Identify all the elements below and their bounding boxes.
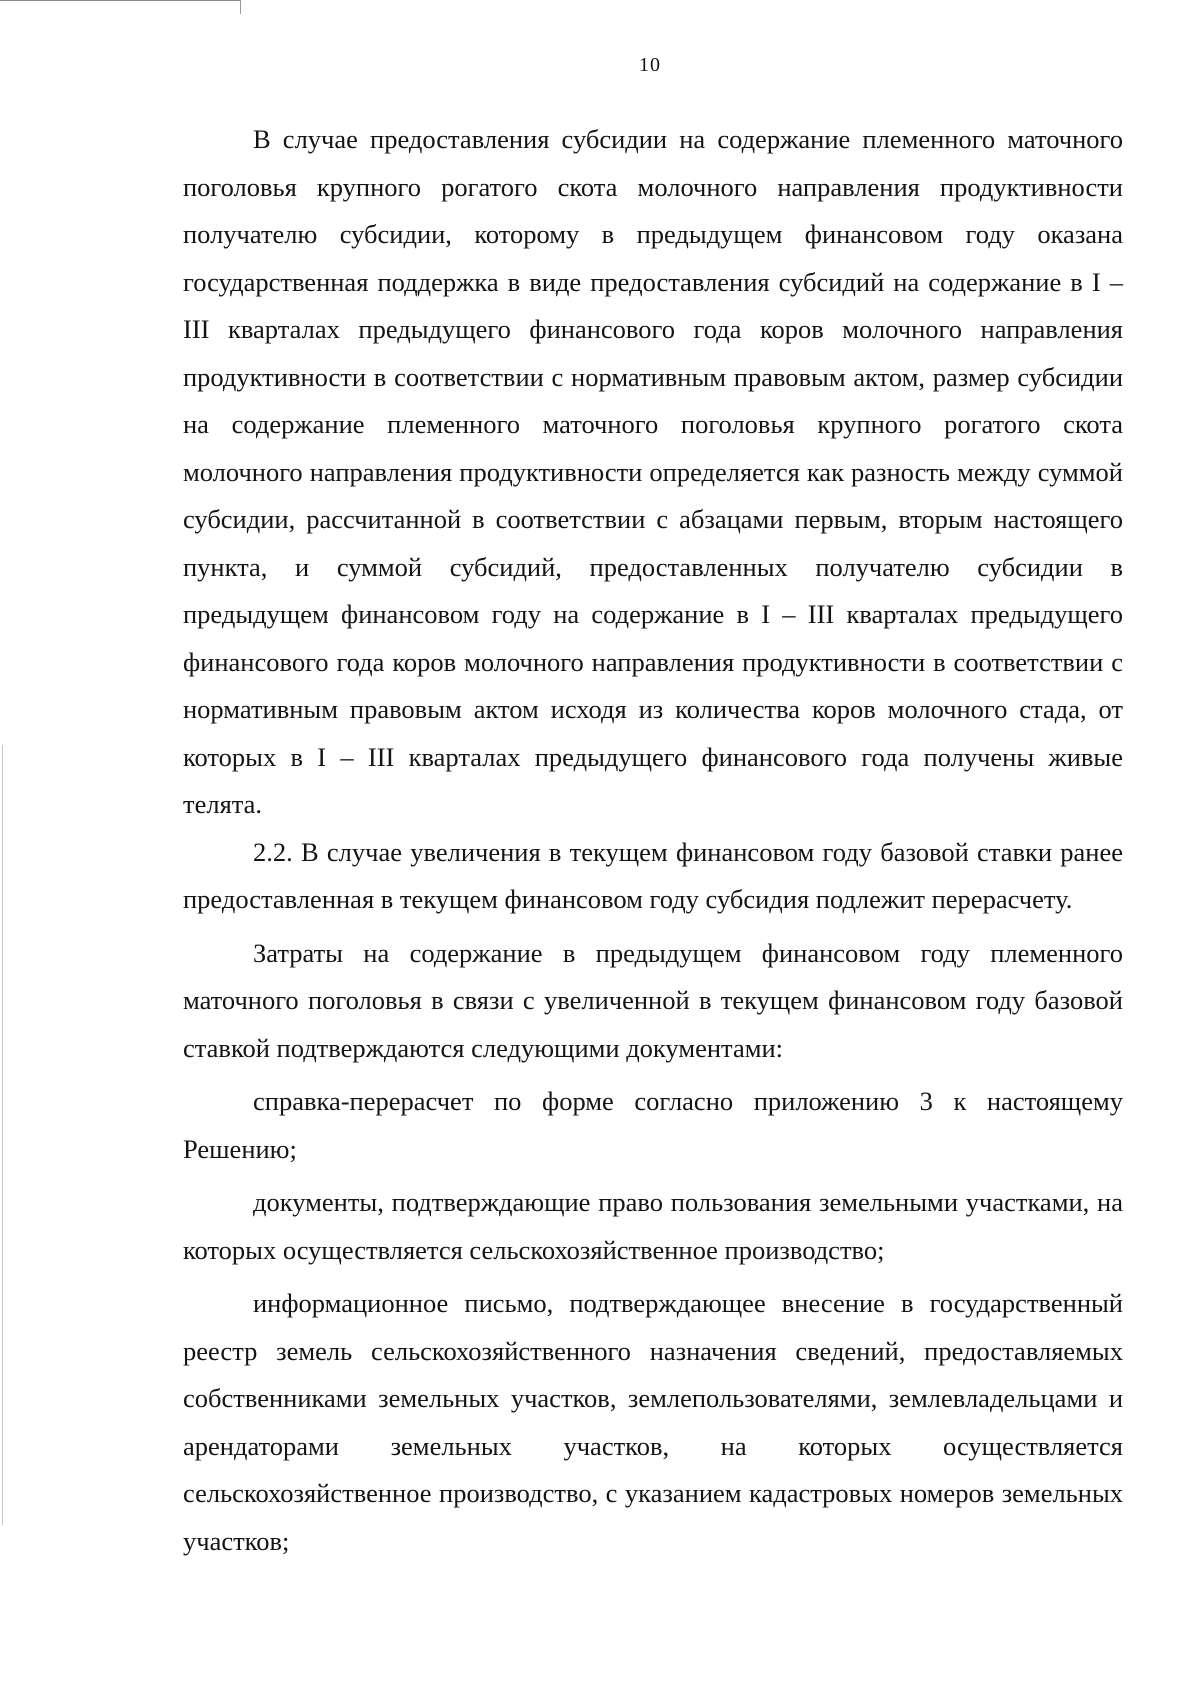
document-body [183,116,1123,1565]
page-number: 10 [639,54,661,76]
paragraph-land-use-documents: документы, подтверждающие право пользования земельными участками, на которых осуществляется сельскохозяйственное производство; [183,1187,1123,1265]
paragraph-subsidy-calculation: В случае предоставления субсидии на содержание племенного маточного поголовья крупного рогатого скота молочного направления продуктивности получателю субсидии, которому в предыдущем финансовом году оказана государственная поддержка в виде предоставления субсидий на содержание в I – III кварталах предыдущего финансового года коров молочного направления продуктивности в соответствии с нормативным правовым актом, размер субсидии на содержание племенного маточного поголовья крупного рогатого скота молочного направления продуктивности определяется как разность между суммой субсидии, рассчитанной в соответствии с абзацами первым, вторым настоящего пункта, и суммой субсидий, предоставленных получателю субсидии в предыдущем финансовом году на содержание в I – III кварталах предыдущего финансового года коров молочного направления продуктивности в соответствии с нормативным правовым актом исходя из количества коров молочного стада, от которых в I – III кварталах предыдущего финансового года получены живые телята. [183,124,1123,819]
paragraph-2-2: 2.2. В случае увеличения в текущем финансовом году базовой ставки ранее предоставленная в текущем финансовом году субсидия подлежит перерасчету. [183,836,1123,914]
scan-edge-tick [240,0,241,14]
paragraph-information-letter: информационное письмо, подтверждающее внесение в государственный реестр земель сельскохозяйственного назначения сведений, предоставляемых собственниками земельных участков, землепользователями, землевладельцами и арендаторами земельных участков, на которых осуществляется сельскохозяйственное производство, с указанием кадастровых номеров земельных участков; [183,1288,1123,1556]
scan-edge-line [0,0,240,1]
paragraph-costs-confirmation: Затраты на содержание в предыдущем финансовом году племенного маточного поголовья в связи с увеличенной в текущем финансовом году базовой ставкой подтверждаются следующими документами: [183,937,1123,1063]
scan-margin-line [2,745,3,1525]
paragraph-recalculation-certificate: справка-перерасчет по форме согласно приложению 3 к настоящему Решению; [183,1086,1123,1164]
